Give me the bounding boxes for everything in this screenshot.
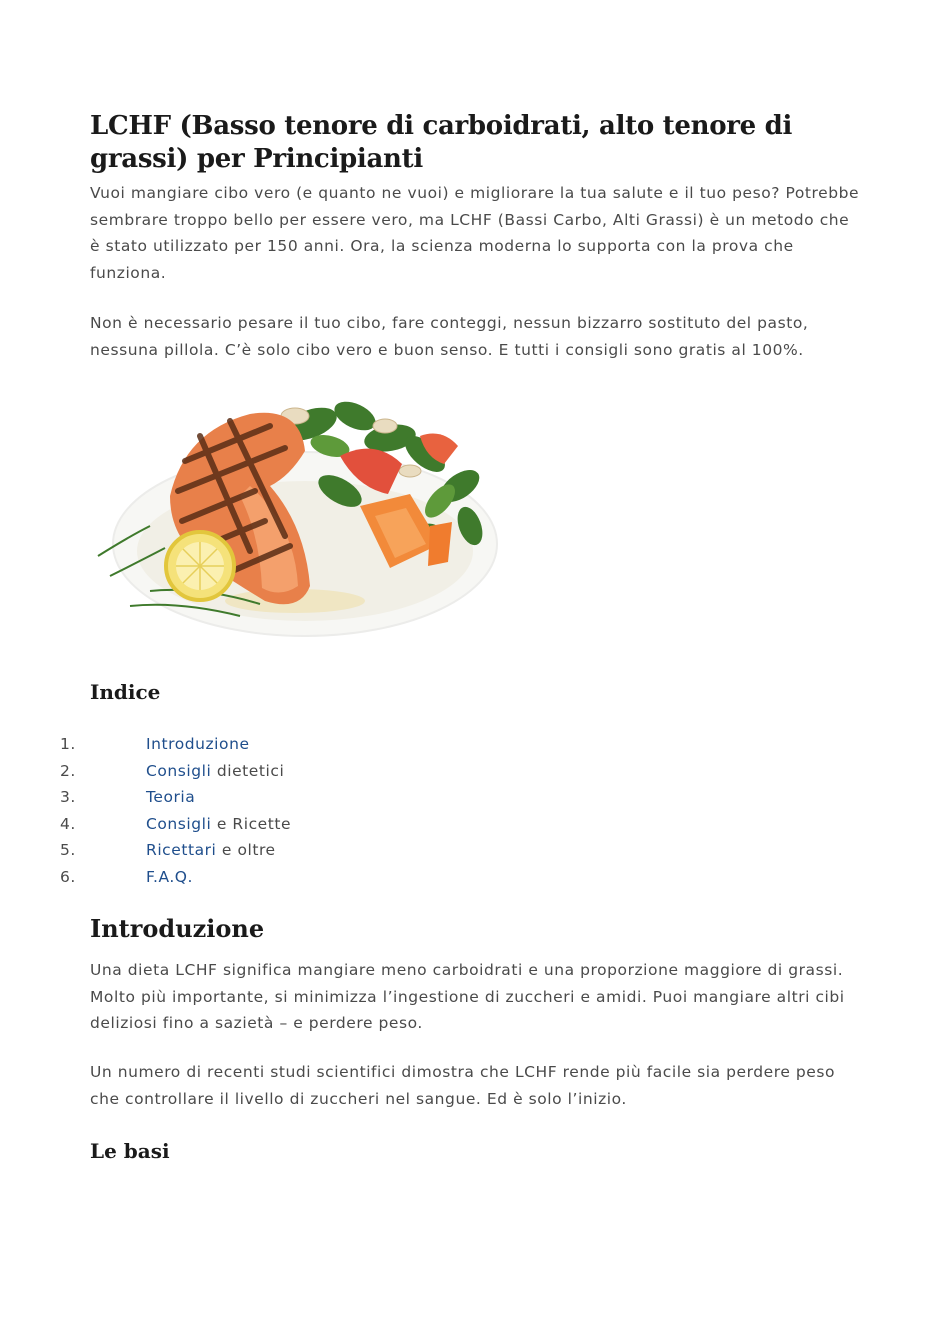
intro-paragraph-1: Vuoi mangiare cibo vero (e quanto ne vuoi) e migliorare la tua salute e il tuo peso? Potrebbe sembrare troppo bello per essere vero, ma LCHF (Bassi Carbo, Alti Grassi) è un metodo che è stato utilizzato per 150 anni. Ora, la scienza moderna lo supporta con la prova che funziona. [90,184,860,282]
toc-item [0,731,600,758]
table-of-contents [0,731,600,891]
intro-paragraph-2: Non è necessario pesare il tuo cibo, fare conteggi, nessun bizzarro sostituto del pasto, nessuna pillola. C’è solo cibo vero e buon senso. E tutti i consigli sono gratis al 100%. [90,314,809,359]
toc-number: 5. [60,841,76,860]
toc-item [0,864,600,891]
introduzione-paragraph-1: Una dieta LCHF significa mangiare meno carboidrati e una proporzione maggiore di grassi. Molto più importante, si minimizza l’ingestione di zuccheri e amidi. Puoi mangiare altri cibi deliziosi fino a sazietà – e perdere peso. [90,961,845,1032]
toc-link-faq[interactable]: F.A.Q. [146,867,194,886]
toc-link-consigli-ricette[interactable]: Consigli [146,814,212,833]
toc-link-consigli-dietetici[interactable]: Consigli [146,761,212,780]
page-title: LCHF (Basso tenore di carboidrati, alto tenore di grassi) per Principianti [90,111,793,174]
toc-heading: Indice [90,680,161,704]
toc-number: 3. [60,788,76,807]
toc-link-teoria[interactable]: Teoria [146,788,196,807]
toc-item [0,837,600,864]
toc-item [0,758,600,785]
toc-item [0,784,600,811]
toc-item [0,811,600,838]
toc-number: 4. [60,814,76,833]
introduzione-paragraph-2: Un numero di recenti studi scientifici dimostra che LCHF rende più facile sia perdere peso che controllare il livello di zuccheri nel sangue. Ed è solo l’inizio. [90,1063,836,1108]
toc-number: 6. [60,867,76,886]
toc-text: e oltre [216,841,276,860]
section-heading-le-basi: Le basi [90,1139,170,1163]
toc-text: e Ricette [211,814,292,833]
toc-link-introduzione[interactable]: Introduzione [146,735,250,753]
toc-number: 2. [60,761,76,780]
section-heading-introduzione: Introduzione [90,914,265,943]
grilled-salmon-salad-photo [90,376,500,651]
toc-link-ricettari[interactable]: Ricettari [146,841,217,860]
toc-number: 1. [60,735,76,753]
toc-text: dietetici [211,761,285,780]
